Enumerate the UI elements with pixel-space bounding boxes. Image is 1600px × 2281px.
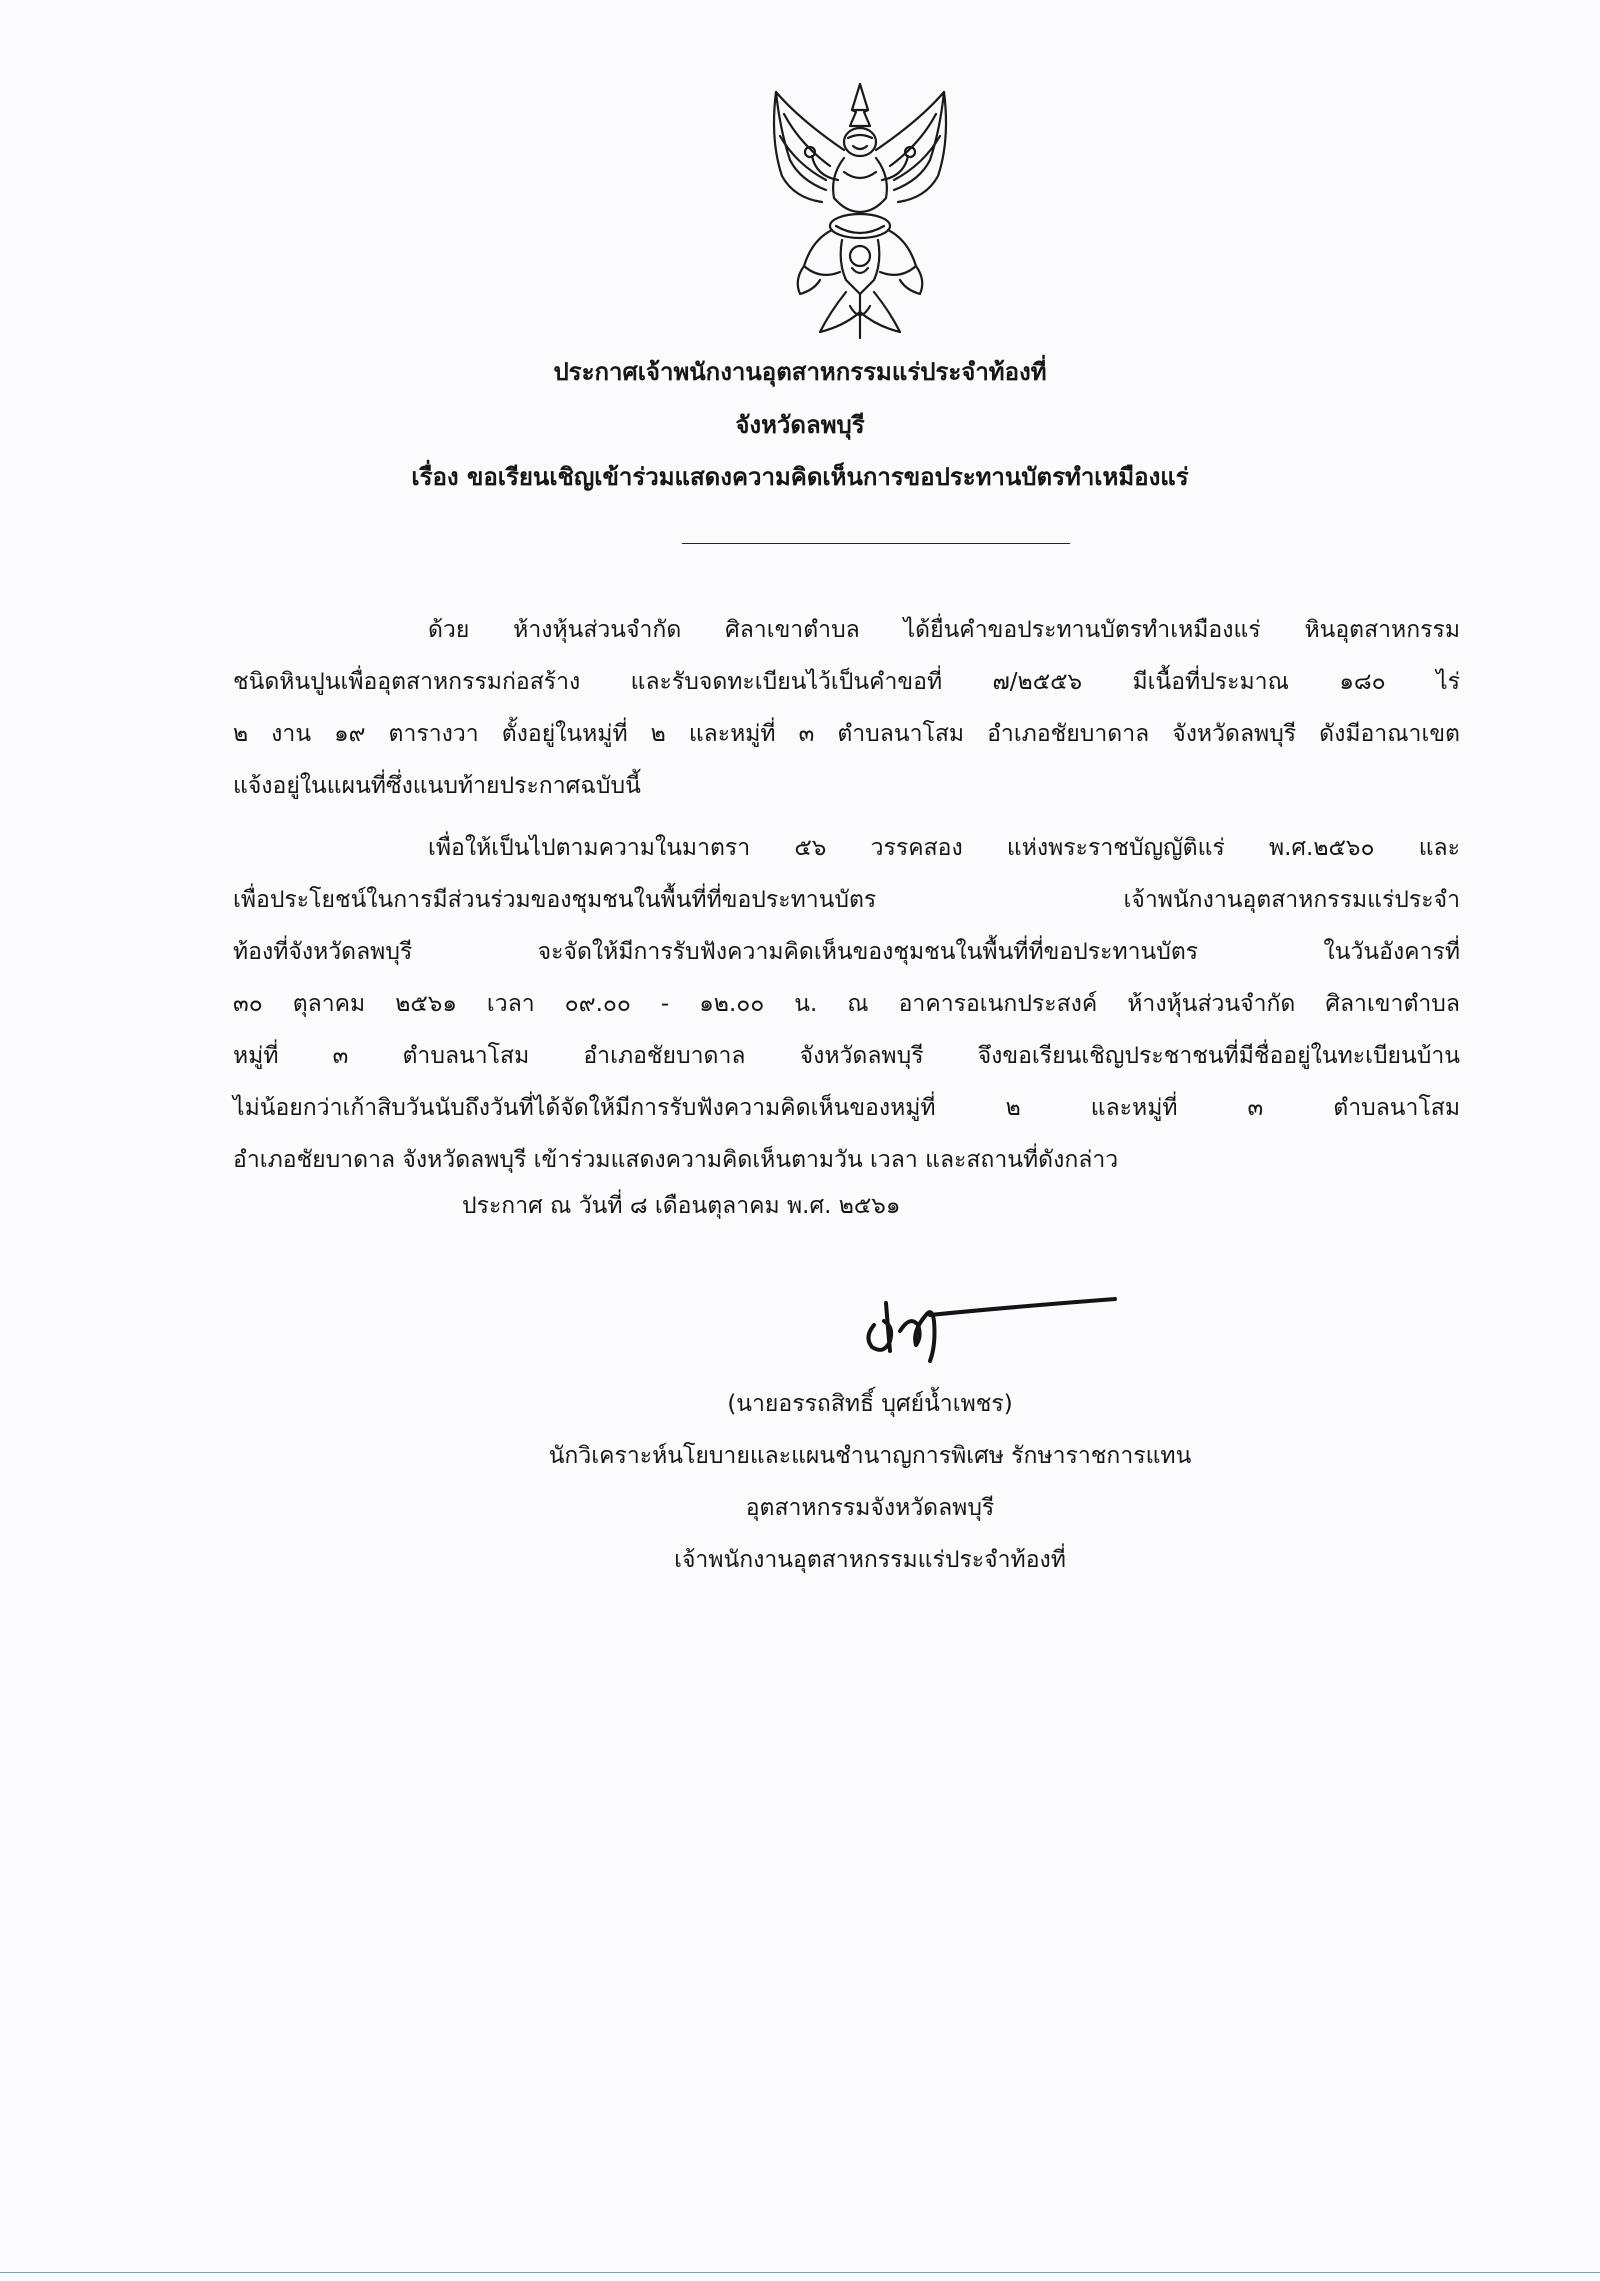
paragraph-2-line: อำเภอชัยบาดาล จังหวัดลพบุรี เข้าร่วมแสดงความคิดเห็นตามวัน เวลา และสถานที่ดังกล่าว <box>233 1147 1119 1173</box>
signatory-name: (นายอรรถสิทธิ์ บุศย์น้ำเพชร) <box>727 1391 1013 1417</box>
heading-divider <box>682 543 1070 544</box>
paragraph-2-line: หมู่ที่ ๓ ตำบลนาโสม อำเภอชัยบาดาล จังหวัดลพบุรี จึงขอเรียนเชิญประชาชนที่มีชื่ออยู่ในทะเบียนบ้าน <box>233 1043 1460 1069</box>
announcement-title: ประกาศเจ้าพนักงานอุตสาหกรรมแร่ประจำท้องที่ <box>553 358 1047 386</box>
paragraph-2-line: เพื่อให้เป็นไปตามความในมาตรา ๕๖ วรรคสอง แห่งพระราชบัญญัติแร่ พ.ศ.๒๕๖๐ และ <box>428 835 1460 861</box>
paragraph-2-line: ท้องที่จังหวัดลพบุรี จะจัดให้มีการรับฟังความคิดเห็นของชุมชนในพื้นที่ที่ขอประทานบัตร ในวันอังคารที่ <box>233 939 1460 965</box>
signatory-position: นักวิเคราะห์นโยบายและแผนชำนาญการพิเศษ รักษาราชการแทน <box>548 1443 1192 1469</box>
paragraph-1-line: ด้วย ห้างหุ้นส่วนจำกัด ศิลาเขาตำบล ได้ยื่นคำขอประทานบัตรทำเหมืองแร่ หินอุตสาหกรรม <box>428 617 1460 643</box>
paragraph-1-line: แจ้งอยู่ในแผนที่ซึ่งแนบท้ายประกาศฉบับนี้ <box>233 773 641 799</box>
signatory-position: อุตสาหกรรมจังหวัดลพบุรี <box>745 1495 995 1521</box>
paragraph-2-line: ๓๐ ตุลาคม ๒๕๖๑ เวลา ๐๙.๐๐ - ๑๒.๐๐ น. ณ อาคารอเนกประสงค์ ห้างหุ้นส่วนจำกัด ศิลาเขาตำบล <box>233 991 1460 1017</box>
paragraph-1-line: ๒ งาน ๑๙ ตารางวา ตั้งอยู่ในหมู่ที่ ๒ และหมู่ที่ ๓ ตำบลนาโสม อำเภอชัยบาดาล จังหวัดลพบุรี ดังมีอาณาเขต <box>233 721 1460 747</box>
province-title: จังหวัดลพบุรี <box>735 411 865 439</box>
announcement-date: ประกาศ ณ วันที่ ๘ เดือนตุลาคม พ.ศ. ๒๕๖๑ <box>462 1193 901 1219</box>
handwritten-signature <box>860 1285 1125 1365</box>
scan-edge-line <box>0 2272 1600 2273</box>
garuda-emblem-icon <box>760 80 960 345</box>
paragraph-2-line: เพื่อประโยชน์ในการมีส่วนร่วมของชุมชนในพื้นที่ที่ขอประทานบัตร เจ้าพนักงานอุตสาหกรรมแร่ประจำ <box>233 887 1460 913</box>
subject-line: เรื่อง ขอเรียนเชิญเข้าร่วมแสดงความคิดเห็นการขอประทานบัตรทำเหมืองแร่ <box>411 463 1189 491</box>
paragraph-1-line: ชนิดหินปูนเพื่ออุตสาหกรรมก่อสร้าง และรับจดทะเบียนไว้เป็นคำขอที่ ๗/๒๕๕๖ มีเนื้อที่ประมาณ ๑๘๐ ไร่ <box>233 669 1461 695</box>
paragraph-2-line: ไม่น้อยกว่าเก้าสิบวันนับถึงวันที่ได้จัดให้มีการรับฟังความคิดเห็นของหมู่ที่ ๒ และหมู่ที่ ๓ ตำบลนาโสม <box>233 1095 1460 1121</box>
signatory-position: เจ้าพนักงานอุตสาหกรรมแร่ประจำท้องที่ <box>674 1547 1066 1573</box>
